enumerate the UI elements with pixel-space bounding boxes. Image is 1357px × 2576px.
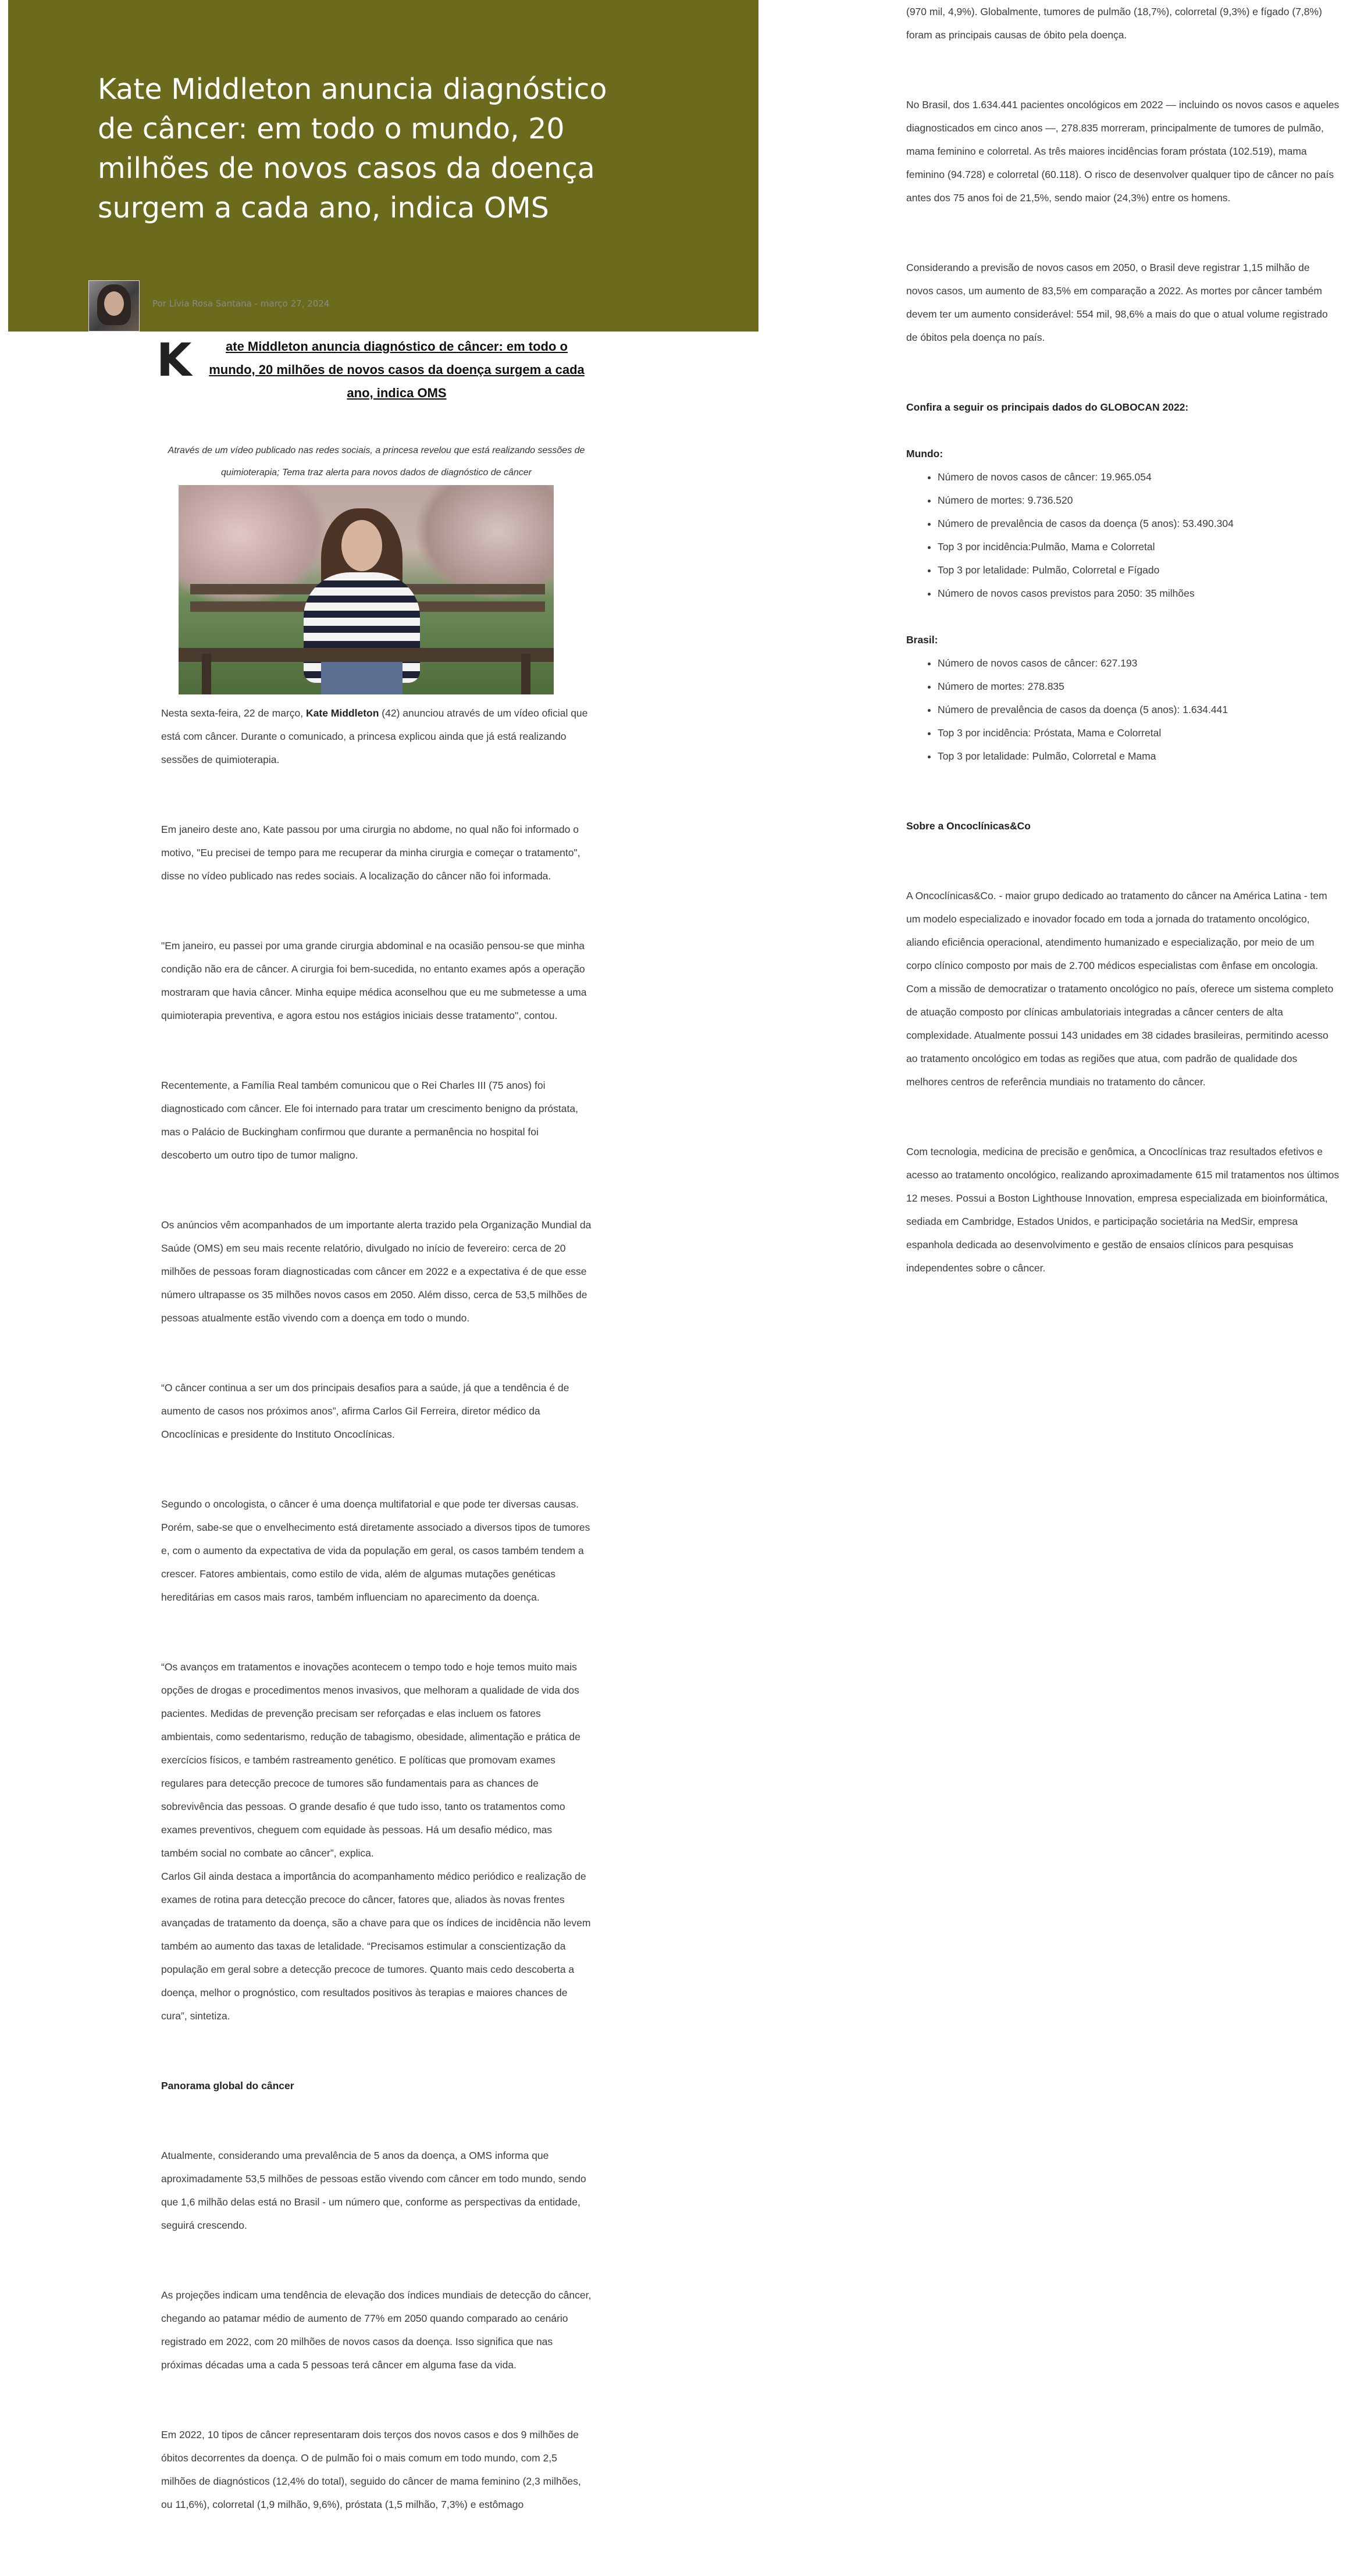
article-body-right (906, 0, 1340, 1280)
page-title: Kate Middleton anuncia diagnóstico de câncer: em todo o mundo, 20 milhões de novos casos da doença surgem a cada ano, indica OMS (98, 73, 607, 225)
quote-paragraph: “Os avanços em tratamentos e inovações acontecem o tempo todo e hoje temos muito mais opções de drogas e procedimentos menos invasivos, que melhoram a qualidade de vida dos pacientes. Medidas de prevenção precisam ser reforçadas e elas incluem os fatores ambientais, como sedentarismo, redução de tabagismo, obesidade, alimentação e prática de exercícios físicos, e também rastreamento genético. E políticas que promovam exames regulares para detecção precoce de tumores são fundamentais para as chances de sobrevivência das pessoas. O grande desafio é que tudo isso, tanto os tratamentos como exames preventivos, cheguem com equidade às pessoas. Há um desafio médico, mas também social no combate ao câncer”, explica. (161, 1661, 580, 1859)
paragraph: Carlos Gil ainda destaca a importância do acompanhamento médico periódico e realização de exames de rotina para detecção precoce do câncer, fatores que, aliados às novas frentes avançadas de tratamento da doença, são a chave para que os índices de incidência não levem também ao aumento das taxas de letalidade. “Precisamos estimular a conscientização da população em geral sobre a detecção precoce de tumores. Quanto mais cedo descoberta a doença, melhor o prognóstico, com resultados positivos às terapias e maiores chances de cura”, sintetiza. (161, 1870, 591, 2022)
paragraph: Os anúncios vêm acompanhados de um importante alerta trazido pela Organização Mundial da Saúde (OMS) em seu mais recente relatório, divulgado no início de fevereiro: cerca de 20 milhões de pessoas foram diagnosticadas com câncer em 2022 e a expectativa é de que esse número ultrapasse os 35 milhões novos casos em 2050. Além disso, cerca de 53,5 milhões de pessoas atualmente estão vivendo com a doença em todo o mundo. (161, 1219, 592, 1324)
photo-bench-leg (521, 654, 530, 694)
list-item: • Top 3 por letalidade: Pulmão, Colorretal e Mama (938, 744, 1340, 768)
mundo-label: Mundo: (906, 448, 943, 459)
list-item: • Top 3 por incidência: Próstata, Mama e Colorretal (938, 721, 1340, 744)
brasil-label: Brasil: (906, 634, 938, 646)
paragraph: Com tecnologia, medicina de precisão e genômica, a Oncoclínicas traz resultados efetivos e acesso ao tratamento oncológico, realizando aproximadamente 615 mil tratamentos nos últimos 12 meses. Possui a Boston Lighthouse Innovation, empresa especializada em bioinformática, sediada em Cambridge, Estados Unidos, e participação societária na MedSir, empresa espanhola dedicada ao desenvolvimento e gestão de ensaios clínicos para pesquisas independentes sobre o câncer. (906, 1146, 1340, 1274)
photo-bench-seat (179, 648, 554, 662)
paragraph: A Oncoclínicas&Co. - maior grupo dedicado ao tratamento do câncer na América Latina - tem um modelo especializado e inovador focado em toda a jornada do tratamento oncológico, aliando eficiência operacional, atendimento humanizado e especialização, por meio de um corpo clínico composto por mais de 2.700 médicos especialistas com ênfase em oncologia. Com a missão de democratizar o tratamento oncológico no país, oferece um sistema completo de atuação composto por clínicas ambulatoriais integradas a câncer centers de alta complexidade. Atualmente possui 143 unidades em 38 cidades brasileiras, permitindo acesso ao tratamento oncológico em todas as regiões que atua, com padrão de qualidade dos melhores centros de referência mundiais no tratamento do câncer. (906, 890, 1334, 1088)
list-item: • Número de mortes: 9.736.520 (938, 489, 1340, 512)
bold-name: Kate Middleton (306, 707, 379, 719)
paragraph-text: (42) anunciou através de um vídeo oficial que está com câncer. Durante o comunicado, a princesa explicou ainda que já está realizando sessões de quimioterapia. (161, 707, 588, 765)
mundo-list (906, 465, 1340, 605)
paragraph (161, 701, 592, 771)
list-item: • Número de novos casos previstos para 2050: 35 milhões (938, 582, 1340, 605)
photo-person-jeans (321, 660, 403, 694)
globocan-heading: Confira a seguir os principais dados do GLOBOCAN 2022: (906, 401, 1189, 413)
paragraph: Em janeiro deste ano, Kate passou por uma cirurgia no abdome, no qual não foi informado o motivo, "Eu precisei de tempo para me recuperar da minha cirurgia e começar o tratamento", disse no vídeo publicado nas redes sociais. A localização do câncer não foi informada. (161, 824, 580, 882)
quote-paragraph: "Em janeiro, eu passei por uma grande cirurgia abdominal e na ocasião pensou-se que minha condição não era de câncer. A cirurgia foi bem-sucedida, no entanto exames após a operação mostraram que havia câncer. Minha equipe médica aconselhou que eu me submetesse a uma quimioterapia preventiva, e agora estou nos estágios iniciais desse tratamento", contou. (161, 940, 587, 1021)
paragraph: Em 2022, 10 tipos de câncer representaram dois terços dos novos casos e dos 9 milhões de óbitos decorrentes da doença. O de pulmão foi o mais comum em todo mundo, com 2,5 milhões de diagnósticos (12,4% do total), seguido do câncer de mama feminino (2,3 milhões, ou 11,6%), colorretal (1,9 milhão, 9,6%), próstata (1,5 milhão, 7,3%) e estômago (161, 2429, 581, 2510)
drop-cap: K (156, 334, 192, 387)
article-photo (179, 485, 554, 694)
lead-block (156, 334, 592, 405)
sobre-heading: Sobre a Oncoclínicas&Co (906, 820, 1031, 832)
list-item: • Número de prevalência de casos da doença (5 anos): 1.634.441 (938, 698, 1340, 721)
list-item: • Número de novos casos de câncer: 19.965.054 (938, 465, 1340, 489)
brasil-list (906, 651, 1340, 768)
paragraph: Atualmente, considerando uma prevalência de 5 anos da doença, a OMS informa que aproximadamente 53,5 milhões de pessoas estão vivendo com câncer em todo mundo, sendo que 1,6 milhão delas está no Brasil - um número que, conforme as perspectivas da entidade, seguirá crescendo. (161, 2150, 586, 2231)
author-avatar[interactable] (88, 280, 140, 332)
article-body-left (156, 332, 592, 2516)
list-item: • Número de prevalência de casos da doença (5 anos): 53.490.304 (938, 512, 1340, 535)
quote-paragraph: “O câncer continua a ser um dos principais desafios para a saúde, já que a tendência é de aumento de casos nos próximos anos”, afirma Carlos Gil Ferreira, diretor médico da Oncoclínicas e presidente do Instituto Oncoclínicas. (161, 1382, 569, 1440)
paragraph: Segundo o oncologista, o câncer é uma doença multifatorial e que pode ter diversas causas. Porém, sabe-se que o envelhecimento está diretamente associado a diversos tipos de tumores e, com o aumento da expectativa de vida da população em geral, os casos também tendem a crescer. Fatores ambientais, como estilo de vida, além de algumas mutações genéticas hereditárias em casos mais raros, também influenciam no aparecimento da doença. (161, 1498, 590, 1603)
author-byline[interactable]: Por Lívia Rosa Santana - março 27, 2024 (152, 298, 330, 309)
image-caption: Através de um vídeo publicado nas redes sociais, a princesa revelou que está realizando sessões de quimioterapia; Tema traz alerta para novos dados de diagnóstico de câncer (168, 446, 585, 478)
avatar-face (104, 291, 124, 316)
paragraph: No Brasil, dos 1.634.441 pacientes oncológicos em 2022 — incluindo os novos casos e aqueles diagnosticados em cinco anos —, 278.835 morreram, principalmente de tumores de pulmão, mama feminino e colorretal. As três maiores incidências foram próstata (102.519), mama feminino (94.728) e colorretal (60.118). O risco de desenvolver qualquer tipo de câncer no país antes dos 75 anos foi de 21,5%, sendo maior (24,3%) entre os homens. (906, 99, 1340, 204)
paragraph: Recentemente, a Família Real também comunicou que o Rei Charles III (75 anos) foi diagnosticado com câncer. Ele foi internado para tratar um crescimento benigno da próstata, mas o Palácio de Buckingham confirmou que durante a permanência no hospital foi descoberto um outro tipo de tumor maligno. (161, 1079, 578, 1161)
list-item: • Número de mortes: 278.835 (938, 675, 1340, 698)
paragraph: As projeções indicam uma tendência de elevação dos índices mundiais de detecção do câncer, chegando ao patamar médio de aumento de 77% em 2050 quando comparado ao cenário registrado em 2022, com 20 milhões de novos casos da doença. Isso significa que nas próximas décadas uma a cada 5 pessoas terá câncer em alguma fase da vida. (161, 2289, 592, 2371)
list-item: • Número de novos casos de câncer: 627.193 (938, 651, 1340, 675)
lead-heading[interactable]: ate Middleton anuncia diagnóstico de câncer: em todo o mundo, 20 milhões de novos casos da doença surgem a cada ano, indica OMS (209, 339, 585, 400)
list-item: • Top 3 por letalidade: Pulmão, Colorretal e Fígado (938, 558, 1340, 582)
photo-person-face (341, 520, 382, 571)
paragraph: Considerando a previsão de novos casos em 2050, o Brasil deve registrar 1,15 milhão de novos casos, um aumento de 83,5% em comparação a 2022. As mortes por câncer também devem ter um aumento considerável: 554 mil, 98,6% a mais do que o atual volume registrado de óbitos pela doença no país. (906, 262, 1328, 343)
photo-bench-leg (202, 654, 211, 694)
paragraph: (970 mil, 4,9%). Globalmente, tumores de pulmão (18,7%), colorretal (9,3%) e fígado (7,8%) foram as principais causas de óbito pela doença. (906, 6, 1322, 41)
paragraph-text: Nesta sexta-feira, 22 de março, (161, 707, 306, 719)
section-heading: Panorama global do câncer (161, 2080, 294, 2092)
list-item: • Top 3 por incidência:Pulmão, Mama e Colorretal (938, 535, 1340, 558)
